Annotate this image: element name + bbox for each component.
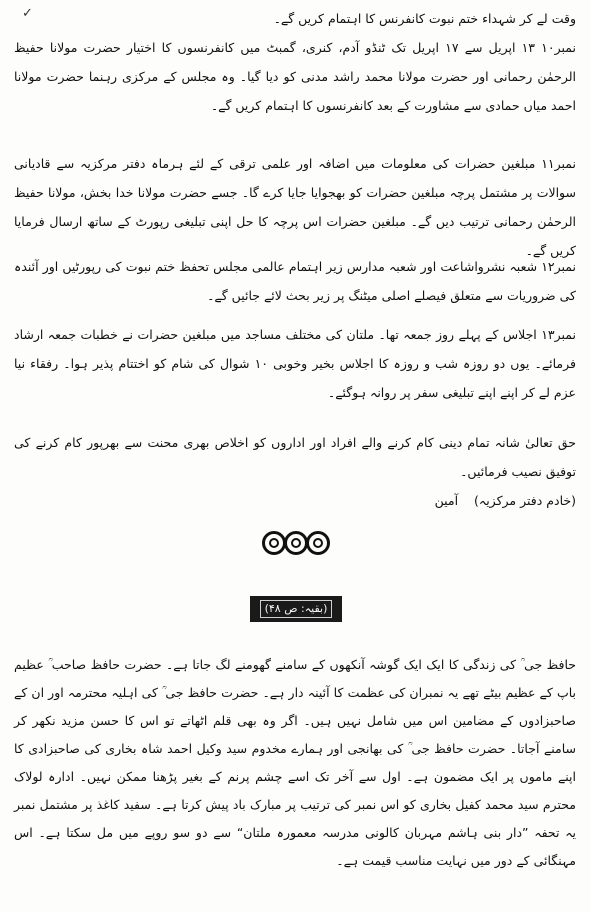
check-mark-icon: ✓ bbox=[22, 6, 33, 21]
signoff-line bbox=[14, 486, 576, 515]
paragraph-item-11: نمبر۱۱ مبلغین حضرات کی معلومات میں اضافہ اور علمی ترقی کے لئے ہرماہ دفتر مرکزیہ سے قادیانی سوالات پر مشتمل پرچہ مبلغین حضرات کو بھجوایا جایا کرے گا۔ جسے حضرت مولانا خدا بخش، مولانا حفیظ الرحمٰن رحمانی ترتیب دیں گے۔ مبلغین حضرات اس پرچہ کا حل اپنی تبلیغی رپورٹ کے ساتھ ارسال فرمایا کریں گے۔ bbox=[14, 156, 576, 258]
section-continuation-tag bbox=[250, 596, 342, 622]
paragraph-item-10: نمبر۱۰ ۱۳ اپریل سے ۱۷ اپریل تک ٹنڈو آدم، کنری، گمبٹ میں کانفرنسوں کا اختیار حضرت مولانا حفیظ الرحمٰن رحمانی اور حضرت مولانا محمد راشد مدنی کو دیا گیا۔ وہ مجلس کے مرکزی رہنما حضرت مولانا احمد میاں حمادی سے مشاورت کے بعد کانفرنسوں کا اہتمام کریں گے۔ bbox=[14, 40, 576, 113]
paragraph-intro-tail: وقت لے کر شہداء ختم نبوت کانفرنس کا اہتمام کریں گے۔ bbox=[273, 11, 576, 26]
paragraph-closing-prayer: حق تعالیٰ شانہ تمام دینی کام کرنے والے افراد اور اداروں کو اخلاص بھری محنت سے بھرپور کام کرنے کی توفیق نصیب فرمائیں۔ bbox=[14, 435, 576, 479]
amen-label: آمین bbox=[434, 493, 459, 508]
paragraph-item-12: نمبر۱۲ شعبہ نشرواشاعت اور شعبہ مدارس زیر اہتمام عالمی مجلس تحفظ ختم نبوت کی رپورٹیں اور آئندہ کی ضروریات سے متعلق فیصلے اصلی میٹنگ پر زیر بحث لائے جائیں گے۔ bbox=[14, 259, 576, 303]
paragraph-item-13: نمبر۱۳ اجلاس کے پہلے روز جمعہ تھا۔ ملتان کی مختلف مساجد میں مبلغین حضرات نے خطبات جمعہ ارشاد فرمائے۔ یوں دو روزہ شب و روزہ کا اجلاس بخیر وخوبی ۱۰ شوال کی شام کو اختتام پذیر ہوا۔ رفقاء نیا عزم لے کر اپنے اپنے تبلیغی سفر پر روانہ ہوگئے۔ bbox=[14, 327, 576, 400]
flower-ornament-icon bbox=[262, 531, 330, 555]
paragraph-book-review: حافظ جی ؒ کی زندگی کا ایک ایک گوشہ آنکھوں کے سامنے گھومنے لگ جاتا ہے۔ حضرت حافظ صاحب ؒ عظیم باپ کے عظیم بیٹے تھے یہ نمبران کی عظمت کا آئینہ دار ہے۔ حضرت حافظ جی ؒ کی اہلیہ محترمہ اور ان کے صاحبزادوں کے مضامین اس میں شامل نہیں ہیں۔ اگر وہ بھی قلم اٹھاتے تو اس کا حسن مزید نکھر کر سامنے آجاتا۔ حضرت حافظ جی ؒ کی بھانجی اور ہمارے مخدوم سید وکیل احمد شاہ بخاری کی صاحبزادی کا اپنے ماموں پر ایک مضمون ہے۔ اول سے آخر تک اسے چشم پرنم کے بغیر پڑھنا ممکن نہیں۔ ادارہ لولاک محترم سید محمد کفیل بخاری کو اس نمبر کی ترتیب پر مبارک باد پیش کرتا ہے۔ سفید کاغذ پر مشتمل نمبر یہ تحفہ ”دار بنی ہاشم مہربان کالونی مدرسہ معمورہ ملتان“ سے دو سو روپے میں مل سکتا ہے۔ اس مہنگائی کے دور میں نہایت مناسب قیمت ہے۔ bbox=[14, 657, 576, 868]
section-tag-label: (بقیہ: ص ۴۸) bbox=[260, 600, 333, 618]
signature-label: (خادم دفتر مرکزیہ) bbox=[474, 493, 576, 508]
